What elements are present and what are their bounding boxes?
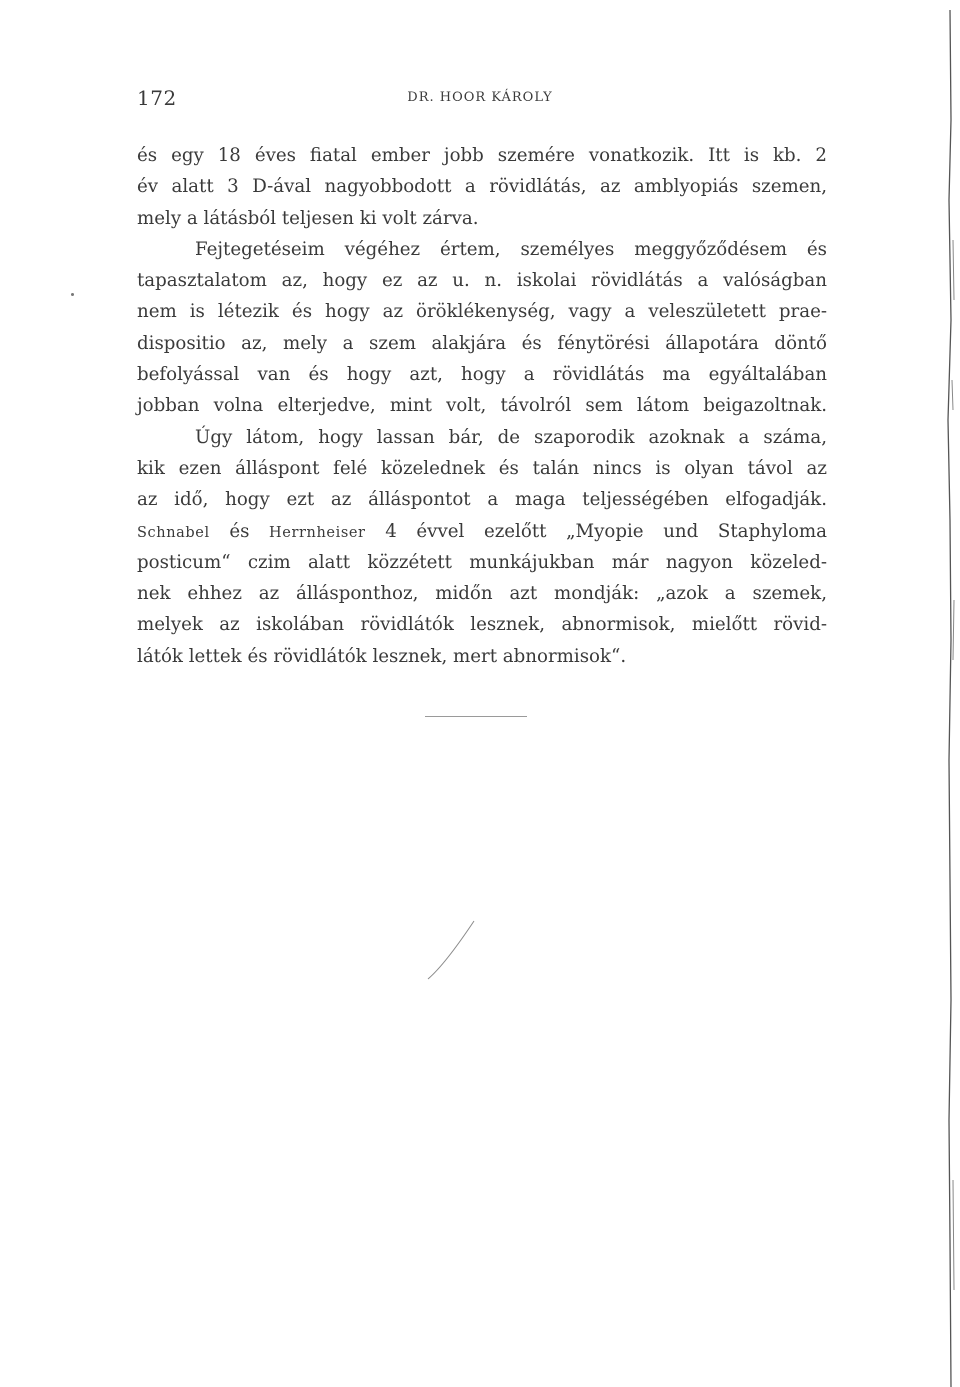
section-end-rule	[425, 716, 527, 717]
text-line: nem is létezik és hogy az öröklékenység, vagy a veleszületett prae-	[137, 301, 827, 323]
text-fragment: és	[209, 520, 270, 542]
text-line: tapasztalatom az, hogy ez az u. n. iskolai rövidlátás a valóságban	[137, 270, 827, 292]
text-line: jobban volna elterjedve, mint volt, távolról sem látom beigazoltnak.	[137, 395, 827, 417]
stray-pencil-mark	[420, 915, 480, 985]
text-line-citation	[137, 516, 827, 547]
text-line: mely a látásból teljesen ki volt zárva.	[137, 207, 479, 229]
page-number: 172	[137, 86, 177, 110]
paragraph-start-line: Fejtegetéseim végéhez értem, személyes meggyőződésem és	[195, 238, 827, 260]
text-fragment: 4 évvel ezelőtt „Myopie und Staphyloma	[365, 520, 827, 542]
text-line: kik ezen álláspont felé közelednek és talán nincs is olyan távol az	[137, 457, 827, 479]
text-line: befolyással van és hogy azt, hogy a rövidlátás ma egyáltalában	[137, 364, 827, 386]
paragraph-start-line: Úgy látom, hogy lassan bár, de szaporodik azoknak a száma,	[195, 426, 827, 448]
text-line: látók lettek és rövidlátók lesznek, mert abnormisok“.	[137, 645, 627, 667]
scan-binding-edge	[920, 0, 960, 1387]
author-name: Herrnheiser	[269, 524, 366, 541]
author-name: Schnabel	[137, 524, 210, 541]
text-line: melyek az iskolában rövidlátók lesznek, abnormisok, mielőtt rövid-	[137, 614, 827, 636]
text-line: és egy 18 éves fiatal ember jobb szemére vonatkozik. Itt is kb. 2	[137, 145, 827, 166]
text-line: nek ehhez az állásponthoz, midőn azt mondják: „azok a szemek,	[137, 583, 827, 605]
running-head: DR. HOOR KÁROLY	[407, 90, 553, 105]
body-text	[137, 140, 827, 672]
text-line: az idő, hogy ezt az álláspontot a maga teljességében elfogadják.	[137, 489, 827, 511]
text-line: posticum“ czim alatt közzétett munkájukban már nagyon közeled-	[137, 551, 827, 573]
stray-dot	[71, 293, 74, 296]
text-line: dispositio az, mely a szem alakjára és fénytörési állapotára döntő	[137, 332, 827, 354]
text-line: év alatt 3 D-ával nagyobbodott a rövidlátás, az amblyopiás szemen,	[137, 176, 827, 198]
